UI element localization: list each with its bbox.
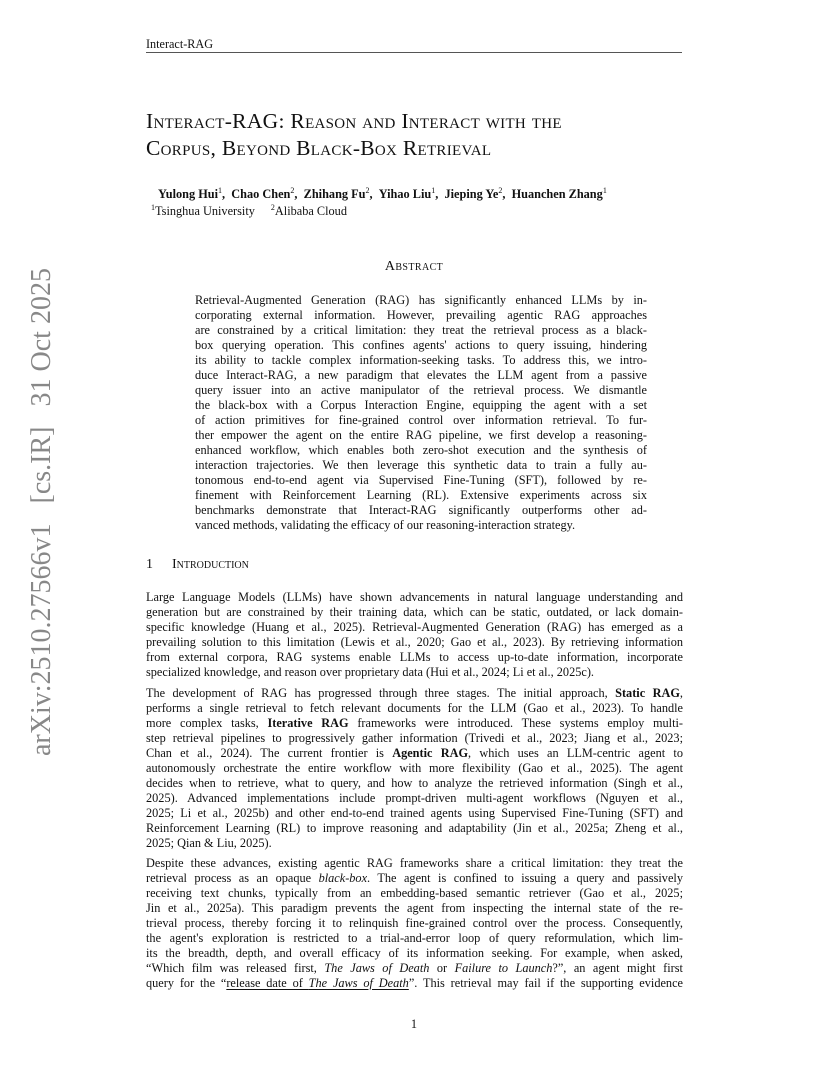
arxiv-category: [cs.IR] <box>26 426 57 504</box>
author-name: Zhihang Fu <box>303 187 366 201</box>
text-line: performs a single retrieval to fetch relevant documents for the LLM (Gao et al., 2023). To handle <box>146 701 683 715</box>
section-title: Introduction <box>172 557 249 572</box>
text-line: Large Language Models (LLMs) have shown advancements in natural language understanding and <box>146 590 683 604</box>
text-line: The development of RAG has progressed through three stages. The initial approach, Static RAG, <box>146 686 683 700</box>
text-line: Despite these advances, existing agentic RAG frameworks share a critical limitation: they treat the <box>146 856 683 870</box>
author-name: Yulong Hui <box>158 187 219 201</box>
text-line: autonomously orchestrate the entire workflow with more flexibility (Gao et al., 2025). The agent <box>146 761 683 775</box>
text-line: receiving text chunks, typically from an embedding-based semantic retriever (Gao et al., 2025; <box>146 886 683 900</box>
text-line: trieval process, thereby forcing it to relinquish fine-grained control over the process. Consequently, <box>146 916 683 930</box>
text-line: finement with Reinforcement Learning (RL). Extensive experiments across six <box>195 488 647 502</box>
affiliation-marker: 2 <box>498 186 503 195</box>
author-name: Jieping Ye <box>444 187 499 201</box>
text-line: retrieval process as an opaque black-box. The agent is confined to issuing a query and passively <box>146 871 683 885</box>
underlined-query: release date of The Jaws of Death <box>226 976 409 990</box>
author-name: Yihao Liu <box>378 187 432 201</box>
text-line: decides when to retrieve, what to query, and how to analyze the retrieved information (Singh et al., <box>146 776 683 790</box>
text-line: generation but are constrained by their training data, which can be static, outdated, or lack domain- <box>146 605 683 619</box>
text-line: benchmarks demonstrate that Interact-RAG significantly outperforms other ad- <box>195 503 647 517</box>
author-name: Chao Chen <box>231 187 291 201</box>
affiliation-marker: 2 <box>365 186 370 195</box>
text-line: the agent's exploration is restricted to a trial-and-error loop of query reformulation, which lim- <box>146 931 683 945</box>
text-line: query for the “release date of The Jaws of Death”. This retrieval may fail if the supporting evidence <box>146 976 683 990</box>
text-line: Reinforcement Learning (RL) to improve reasoning and adaptability (Jin et al., 2025a; Zheng et al., <box>146 821 683 835</box>
paper-title-line-2: Corpus, Beyond Black-Box Retrieval <box>146 136 492 160</box>
author-name: Huanchen Zhang <box>511 187 603 201</box>
text-line: box querying operation. This confines agents' actions to query issuing, hindering <box>195 338 647 352</box>
arxiv-id: arXiv:2510.27566v1 <box>26 523 57 756</box>
affiliation-name: Tsinghua University <box>155 204 255 218</box>
paper-title-line-1: Interact-RAG: Reason and Interact with the <box>146 109 562 133</box>
text-line: prevailing solution to this limitation (Lewis et al., 2020; Gao et al., 2023). By retrieving information <box>146 635 683 649</box>
text-line: 2025). Advanced implementations include prompt-driven multi-agent workflows (Nguyen et al., <box>146 791 683 805</box>
affiliation-marker: 1 <box>431 186 436 195</box>
abstract-heading: Abstract <box>384 259 444 274</box>
page-number: 1 <box>410 1017 418 1031</box>
paper-title <box>146 108 562 162</box>
text-line: enhanced workflow, which enables both zero-shot execution and the synthesis of <box>195 443 647 457</box>
running-header-title: Interact-RAG <box>146 37 214 51</box>
text-line: of action primitives for fine-grained control over information retrieval. To fur- <box>195 413 647 427</box>
text-line: query issuer into an active manipulator of the retrieval process. We dismantle <box>195 383 647 397</box>
text-line: vanced methods, validating the efficacy of our reasoning-interaction strategy. <box>195 518 576 532</box>
affiliation-marker: 1 <box>602 186 607 195</box>
text-line: Chan et al., 2024). The current frontier is Agentic RAG, which uses an LLM-centric agent to <box>146 746 683 760</box>
text-line: step retrieval pipelines to progressively gather information (Trivedi et al., 2023; Jiang et al., 2023; <box>146 731 683 745</box>
text-line: its the breadth, depth, and overall efficacy of its information seeking. For example, when asked, <box>146 946 683 960</box>
text-line: Jin et al., 2025a). This paradigm prevents the agent from inspecting the internal state of the re- <box>146 901 683 915</box>
text-line: interaction trajectories. We then leverage this synthetic data to train a fully au- <box>195 458 647 472</box>
section-number: 1 <box>146 557 153 572</box>
author-list: Yulong Hui$^1$, Chao Chen$^2$, Zhihang Fu$^2$, Yihao Liu$^1$, Jieping Ye$^2$, Huanchen Zhang$^1$ <box>158 186 607 201</box>
text-line: 2025; Li et al., 2025b) and other end-to-end trained agents using Supervised Fine-Tuning (SFT) and <box>146 806 683 820</box>
text-line: Retrieval-Augmented Generation (RAG) has significantly enhanced LLMs by in- <box>195 293 647 307</box>
arxiv-date: 31 Oct 2025 <box>26 268 57 407</box>
section-heading-introduction <box>146 557 249 573</box>
text-line: 2025; Qian & Liu, 2025). <box>146 836 272 850</box>
text-line: specialized knowledge, and reason over proprietary data (Hui et al., 2024; Li et al., 2025c). <box>146 665 594 679</box>
text-line: ther empower the agent on the entire RAG pipeline, we first develop a reasoning- <box>195 428 647 442</box>
header-rule <box>146 52 682 53</box>
text-line: duce Interact-RAG, a new paradigm that elevates the LLM agent from a passive <box>195 368 647 382</box>
affiliation-marker: 1 <box>218 186 223 195</box>
text-line: corporating external information. However, prevailing agentic RAG approaches <box>195 308 647 322</box>
text-line: more complex tasks, Iterative RAG frameworks were introduced. These systems employ multi- <box>146 716 684 730</box>
text-line: from external corpora, RAG systems enable LLMs to access up-to-date information, incorporate <box>146 650 683 664</box>
affiliation-list: $^1$Tsinghua University $^2$Alibaba Cloud <box>151 203 347 218</box>
text-line: its ability to tackle complex information-seeking tasks. To address this, we intro- <box>195 353 647 367</box>
text-line: are constrained by a critical limitation: they treat the retrieval process as a black- <box>195 323 647 337</box>
text-line: tonomous end-to-end agent via Supervised Fine-Tuning (SFT), followed by re- <box>195 473 647 487</box>
text-line: “Which film was released first, The Jaws of Death or Failure to Launch?”, an agent might first <box>146 961 683 975</box>
text-line: the black-box with a Corpus Interaction Engine, equipping the agent with a set <box>195 398 647 412</box>
arxiv-stamp <box>26 268 58 756</box>
text-line: specific knowledge (Huang et al., 2025). Retrieval-Augmented Generation (RAG) has emerged as a <box>146 620 683 634</box>
affiliation-name: Alibaba Cloud <box>274 204 347 218</box>
affiliation-marker: 2 <box>290 186 295 195</box>
